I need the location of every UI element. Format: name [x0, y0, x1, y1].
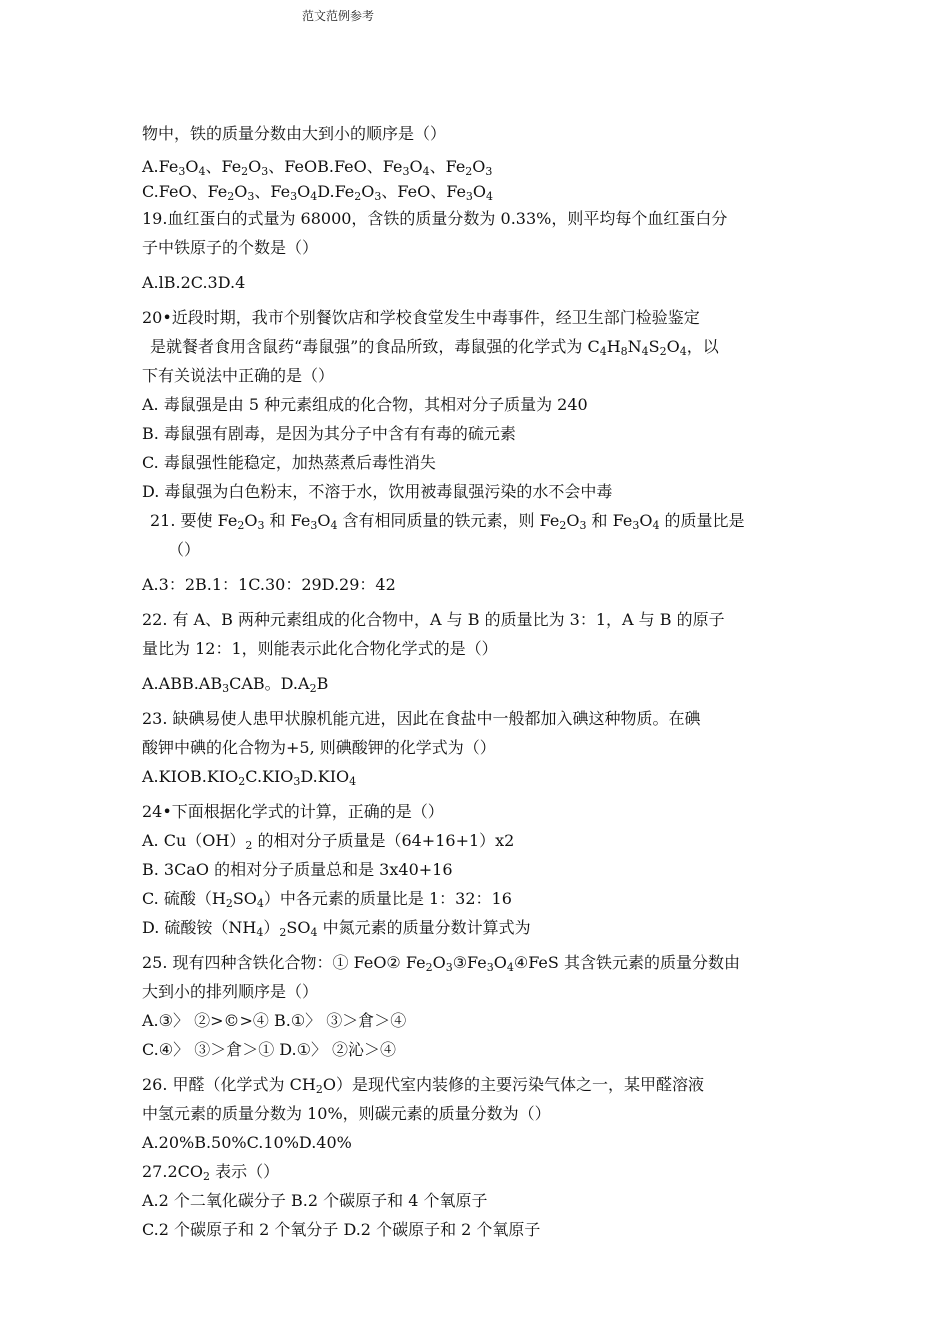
text-line: 大到小的排列顺序是（） — [142, 982, 319, 1001]
document-body — [142, 119, 822, 1244]
text-line: 下有关说法中正确的是（） — [142, 366, 335, 385]
question-21: 21. 要使 $Fe_2O_3$ 和 $Fe_3O_4$ 含有相同质量的铁元素，则 $Fe_2O_3$ 和 $Fe_3O_4$ 的质量比是 — [150, 511, 745, 532]
option-line: C.④〉 ③＞倉＞① D.①〉 ②沁＞④ — [142, 1040, 397, 1059]
text-line: 物中，铁的质量分数由大到小的顺序是（） — [142, 124, 447, 143]
text-line: 量比为 12：1，则能表示此化合物化学式的是（） — [142, 639, 498, 658]
option-line: $A.ABB.AB_3CAB$。$D.A_2B$ — [142, 674, 329, 695]
text-line: 酸钾中碘的化合物为+5, 则碘酸钾的化学式为（） — [142, 738, 496, 757]
option-line: C. 硫酸$(H_2SO_4)$中各元素的质量比是 1：32：16 — [142, 889, 512, 910]
question-26: 26. 甲醛（化学式为 $CH_2O$）是现代室内装修的主要污染气体之一，某甲醛溶液 — [142, 1075, 704, 1096]
question-24: 24•下面根据化学式的计算，正确的是（） — [142, 802, 444, 821]
option-line: A. 毒鼠强是由 5 种元素组成的化合物，其相对分子质量为 240 — [142, 395, 588, 414]
text-line: 中氢元素的质量分数为 10%，则碳元素的质量分数为（） — [142, 1104, 551, 1123]
option-line: $A.KIOB.KIO_2C.KIO_3D.KIO_4$ — [142, 767, 357, 788]
option-line: C.2 个碳原子和 2 个氧分子 D.2 个碳原子和 2 个氧原子 — [142, 1220, 541, 1239]
question-19: 19.血红蛋白的式量为 68000，含铁的质量分数为 0.33%，则平均每个血红蛋白分 — [142, 209, 728, 228]
question-25: 25. 现有四种含铁化合物：① FeO② $Fe_2O_3③Fe_3O_4④FeS$ 其含铁元素的质量分数由 — [142, 953, 740, 974]
option-line: D. 毒鼠强为白色粉末，不溶于水，饮用被毒鼠强污染的水不会中毒 — [142, 482, 613, 501]
question-20: 20•近段时期，我市个别餐饮店和学校食堂发生中毒事件，经卫生部门检验鉴定 — [142, 308, 700, 327]
option-line: A.③〉 ②>©>④ B.①〉 ③＞倉＞④ — [142, 1011, 407, 1030]
option-line: C.FeO、$Fe_2O_3$、$Fe_3O_4D.Fe_2O_3$、FeO、$Fe_3O_4$ — [142, 182, 494, 203]
text-line: （） — [168, 540, 201, 559]
question-23: 23. 缺碘易使人患甲状腺机能亢进，因此在食盐中一般都加入碘这种物质。在碘 — [142, 709, 701, 728]
option-line: A.3：2B.1：1C.30：29D.29：42 — [142, 575, 396, 594]
option-line: A.2 个二氧化碳分子 B.2 个碳原子和 4 个氧原子 — [142, 1191, 488, 1210]
option-line: A.20%B.50%C.10%D.40% — [142, 1133, 352, 1152]
option-line: B. 毒鼠强有剧毒，是因为其分子中含有有毒的硫元素 — [142, 424, 516, 443]
question-22: 22. 有 A、B 两种元素组成的化合物中，A 与 B 的质量比为 3：1，A 与 B 的原子 — [142, 610, 725, 629]
text-line: 是就餐者食用含鼠药“毒鼠强”的食品所致，毒鼠强的化学式为 $C_4H_8N_4S_2O_4$，以 — [150, 337, 719, 358]
page-header: 范文范例参考 — [302, 9, 375, 23]
question-27: $27.2CO_2$ 表示（） — [142, 1162, 280, 1183]
option-line: D. 硫酸铵$(NH_4)_2SO_4$ 中氮元素的质量分数计算式为 — [142, 918, 531, 939]
option-line: $A.Fe_3O_4$、$Fe_2O_3$、FeOB.FeO、$Fe_3O_4$、$Fe_2O_3$ — [142, 157, 493, 178]
option-line: A. $Cu(OH)_2$ 的相对分子质量是（64+16+1）x2 — [142, 831, 515, 852]
option-line: C. 毒鼠强性能稳定，加热蒸煮后毒性消失 — [142, 453, 436, 472]
option-line: B. 3CaO 的相对分子质量总和是 3x40+16 — [142, 860, 453, 879]
option-line: A.lB.2C.3D.4 — [142, 273, 246, 292]
text-line: 子中铁原子的个数是（） — [142, 238, 319, 257]
